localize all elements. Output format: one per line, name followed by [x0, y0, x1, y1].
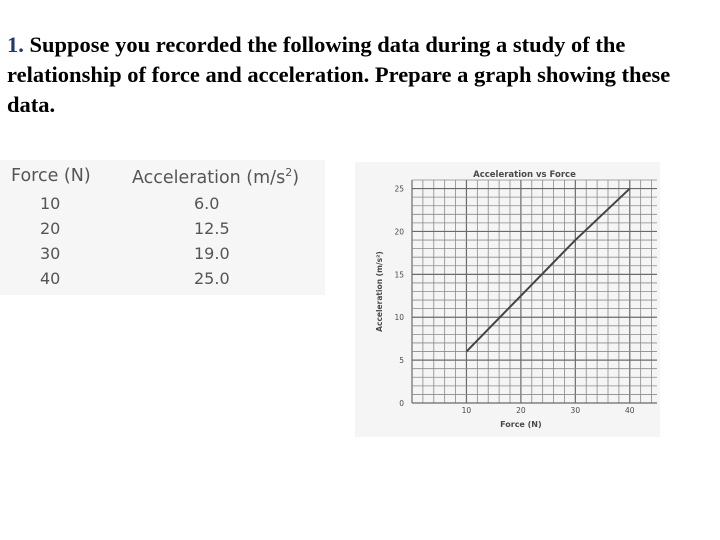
- table-row: [0, 219, 325, 244]
- acceleration-column-header: [132, 166, 299, 188]
- question-number: 1.: [7, 32, 24, 57]
- y-tick-label: 10: [394, 313, 404, 323]
- x-tick-label: 20: [516, 406, 526, 415]
- acceleration-force-chart: [355, 162, 660, 437]
- table-row: [0, 244, 325, 269]
- y-tick-label: 0: [399, 399, 404, 408]
- data-table: [0, 160, 325, 295]
- acceleration-value: 6.0: [194, 194, 220, 213]
- question-text: [7, 30, 707, 120]
- table-row: [0, 194, 325, 219]
- acceleration-value: 19.0: [194, 244, 230, 263]
- force-value: 20: [40, 219, 61, 238]
- x-tick-label: 10: [461, 406, 472, 415]
- data-series-line: [466, 189, 629, 352]
- y-tick-label: 20: [394, 227, 404, 237]
- x-tick-label: 30: [570, 406, 581, 415]
- x-tick-label: 40: [625, 406, 635, 415]
- graph-panel: [355, 162, 660, 437]
- y-axis-label: Acceleration (m/s²): [375, 251, 384, 332]
- table-row: [0, 269, 325, 294]
- acceleration-header-exponent: 2: [285, 166, 293, 179]
- acceleration-value: 25.0: [194, 269, 230, 288]
- question-body: Suppose you recorded the following data during a study of the relationship of force and acceleration. Prepare a graph showing these data.: [7, 32, 671, 117]
- force-value: 10: [40, 194, 61, 213]
- y-tick-label: 15: [394, 270, 404, 280]
- y-tick-label: 25: [394, 184, 404, 194]
- acceleration-header-text: Acceleration (m/s: [132, 168, 286, 188]
- acceleration-value: 12.5: [194, 219, 230, 238]
- force-column-header: Force (N): [11, 166, 91, 186]
- y-tick-label: 5: [399, 356, 404, 366]
- chart-title: Acceleration vs Force: [473, 170, 576, 180]
- force-value: 40: [40, 269, 61, 288]
- x-axis-label: Force (N): [500, 420, 542, 429]
- force-value: 30: [40, 244, 61, 263]
- acceleration-header-close: ): [292, 168, 300, 188]
